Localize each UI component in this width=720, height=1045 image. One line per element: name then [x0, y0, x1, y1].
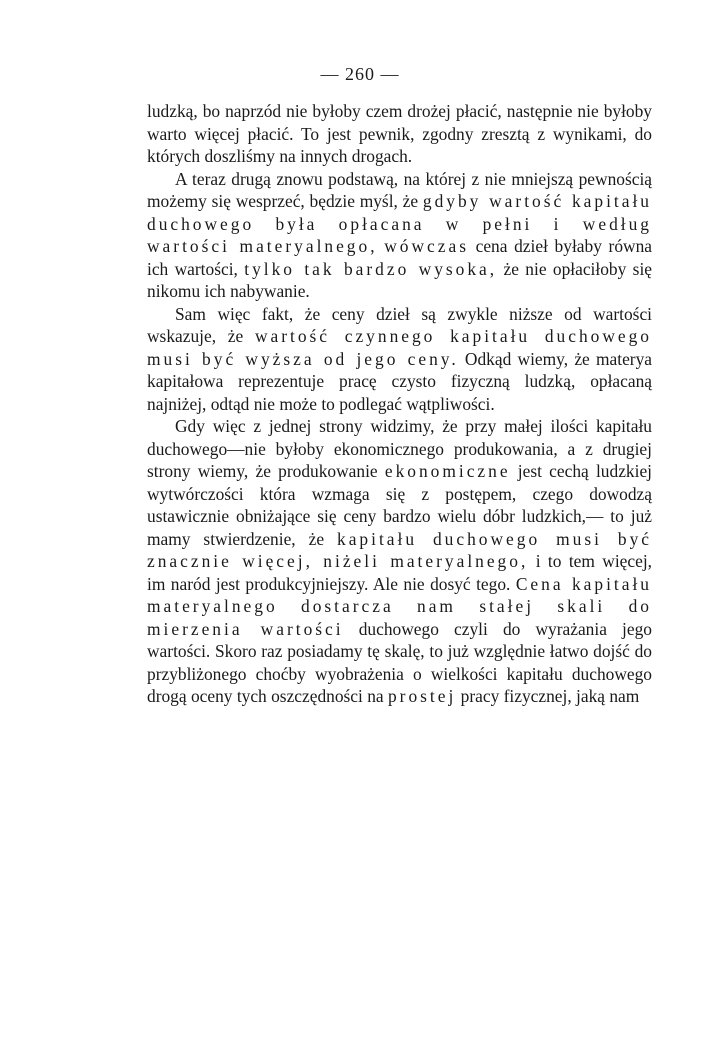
paragraph: [147, 168, 652, 303]
spaced-emphasis: kapitału duchowego musi być znacznie więcej, niżeli materyalnego,: [147, 528, 652, 571]
paragraph: [147, 415, 652, 708]
text-run: Sam więc fakt, że ceny dzieł są zwykle niższe od wartości wskazuje, że: [147, 303, 652, 346]
paragraph: [147, 100, 652, 168]
text-run: Odkąd wiemy, że materya kapitałowa reprezentuje pracę czysto fizyczną ludzką, opłacaną najniżej, odtąd nie może to podlegać wątpliwości.: [147, 348, 652, 414]
text-run: i to tem więcej, im naród jest produkcyjniejszy. Ale nie dosyć tego.: [147, 551, 652, 594]
text-run: Gdy więc z jednej strony widzimy, że przy małej ilości kapitału duchowego—nie byłoby ekonomicznego produkowania, a z drugiej strony wiemy, że produkowanie: [147, 416, 652, 481]
text-run: ludzką, bo naprzód nie byłoby czem drożej płacić, następnie nie byłoby warto więcej płacić. To jest pewnik, zgodny zresztą z wynikami, do których doszliśmy na innych drogach.: [147, 101, 652, 166]
text-run: cena dzieł byłaby równa ich wartości,: [147, 236, 652, 279]
page-text: [147, 100, 652, 708]
text-run: pracy fizycznej, jaką nam: [456, 686, 640, 706]
spaced-emphasis: tylko tak bardzo wysoka,: [244, 258, 498, 279]
spaced-emphasis: wartość czynnego kapitału duchowego musi być wyższa od jego ceny.: [147, 326, 652, 369]
spaced-emphasis: prostej: [387, 686, 457, 706]
spaced-emphasis: Cena kapitału materyalnego dostarcza nam stałej skali do mierzenia wartości: [147, 573, 652, 639]
text-run: że nie opłaciłoby się nikomu ich nabywanie.: [147, 258, 652, 301]
page-number: — 260 —: [320, 64, 400, 84]
spaced-emphasis: ekonomiczne: [384, 461, 511, 481]
spaced-emphasis: gdyby wartość kapitału duchowego była opłacana w pełni i według wartości materyalnego,: [147, 191, 652, 256]
text-run: jest cechą ludzkiej wytwórczości która wzmaga się z postępem, czego dowodzą ustawicznie obniżające się ceny bardzo wielu dóbr ludzkich,— to już mamy stwierdzenie, że: [147, 461, 652, 549]
paragraph: [147, 303, 652, 416]
text-run: A teraz drugą znowu podstawą, na której z nie mniejszą pewnością możemy się wesprzeć, będzie myśl, że: [147, 168, 652, 211]
spaced-emphasis: wówczas: [384, 236, 469, 256]
text-run: duchowego czyli do wyrażania jego wartości. Skoro raz posiadamy tę skalę, to już względnie łatwo dojść do przybliżonego choćby wyobrażenia o wielkości kapitału duchowego drogą oceny tych oszczędności na: [147, 618, 652, 706]
